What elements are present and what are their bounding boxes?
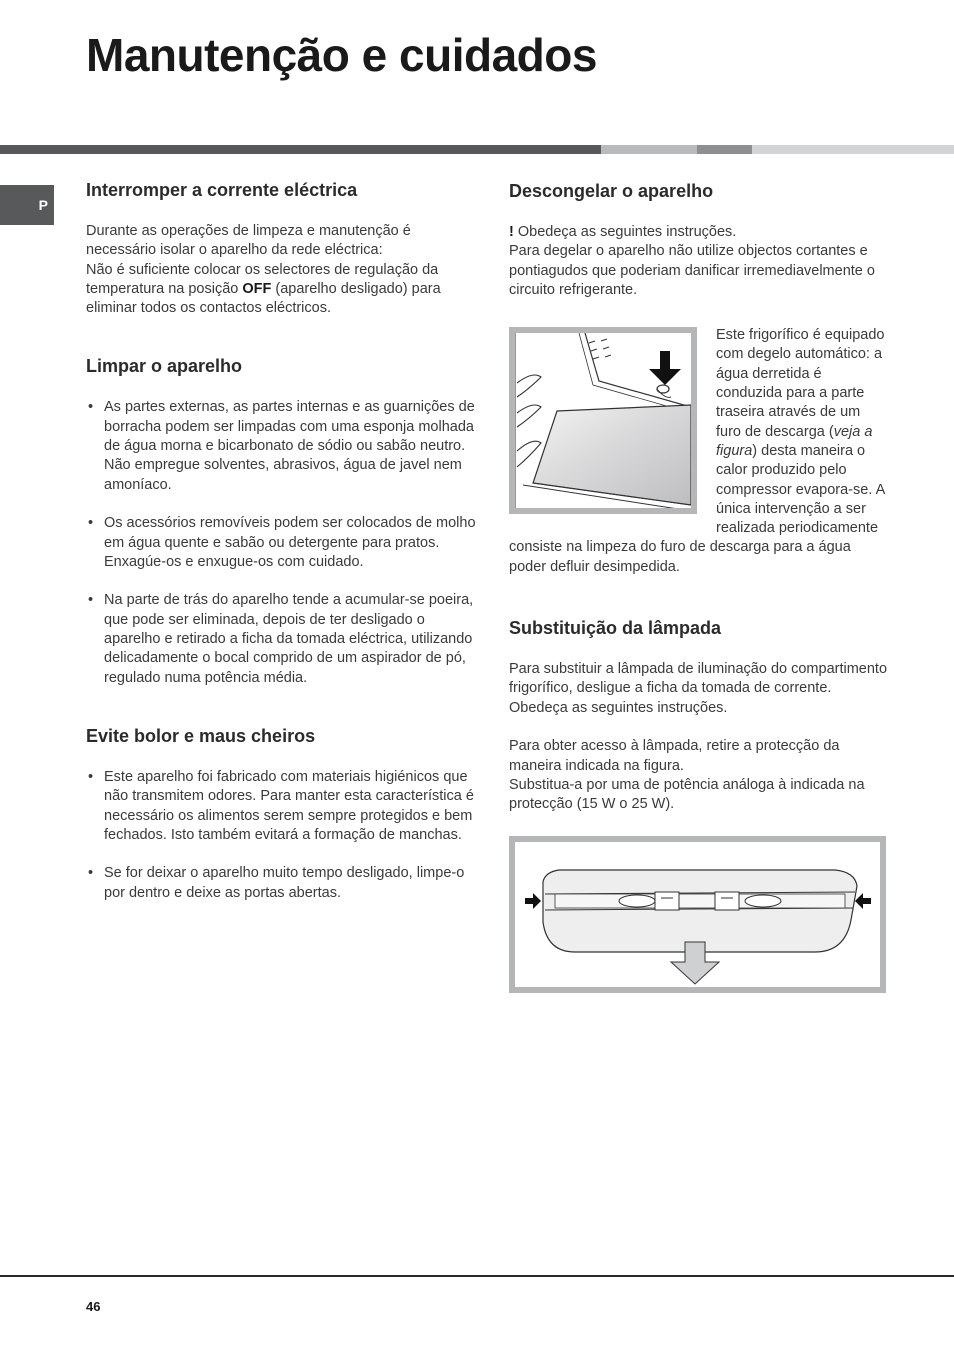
left-column [86,178,476,903]
section-heading-defrost: Descongelar o aparelho [509,181,714,201]
defrost-warning: ! Obedeça as seguintes instruções. [509,224,737,240]
lamp-cover-figure [509,836,886,993]
section-heading-cleaning: Limpar o aparelho [86,356,243,377]
header-bar-mid [697,145,752,154]
footer-rule [0,1275,954,1277]
defrost-paragraph-1: Para degelar o aparelho não utilize objectos cortantes e pontiagudos que poderiam danificar irremediavelmente o circuito refrigerante. [509,243,875,298]
odours-list [86,768,476,903]
header-bar-light [601,145,697,154]
lamp-paragraph-2: Para obter acesso à lâmpada, retire a protecção da maneira indicada na figura. [509,738,840,774]
page-number: 46 [86,1299,101,1314]
list-item: • Se for deixar o aparelho muito tempo desligado, limpe-o por dentro e deixe as portas abertas. [86,864,476,903]
list-item: • Este aparelho foi fabricado com materiais higiénicos que não transmitem odores. Para manter esta característica é necessário os alimentos serem sempre protegidos e bem fechados. Isto também evitará a formação de manchas. [86,768,476,845]
warning-icon: ! [509,224,514,240]
section-heading-power: Interromper a corrente eléctrica [86,180,358,200]
list-item: • Os acessórios removíveis podem ser colocados de molho em água quente e sabão ou detergente para pratos. Enxagúe-os e enxugue-os com cuidado. [86,514,476,572]
power-paragraph-1: Durante as operações de limpeza e manutenção é necessário isolar o aparelho da rede eléctrica: [86,223,411,259]
power-paragraph-2: Não é suficiente colocar os selectores de regulação da temperatura na posição OFF (aparelho desligado) para eliminar todos os contactos eléctricos. [86,261,441,317]
lamp-paragraph-1: Para substituir a lâmpada de iluminação do compartimento frigorífico, desligue a ficha da tomada de corrente. Obedeça as seguintes instruções. [509,661,888,716]
defrost-paragraph-2: Este frigorífico é equipado com degelo automático: a água derretida é conduzida para a parte traseira através de um furo de descarga (veja a figura) desta maneira o calor produzido pelo compressor evapora-se. A única intervenção a ser realizada periodicamente consiste na limpeza do furo de descarga para a água poder defluir desimpedida. [509,327,885,575]
list-item: • As partes externas, as partes internas e as guarnições de borracha podem ser limpadas com uma esponja molhada de água morna e bicarbonato de sódio ou sabão neutro. Não empregue solventes, abrasivos, água de javel nem amoníaco. [86,398,476,494]
page-title: Manutenção e cuidados [86,29,597,81]
section-heading-odours: Evite bolor e maus cheiros [86,725,316,746]
section-heading-lamp: Substituição da lâmpada [509,618,722,639]
defrost-drain-figure [509,327,697,514]
defrost-drain-illustration [515,333,691,508]
list-item: • Na parte de trás do aparelho tende a acumular-se poeira, que pode ser eliminada, depois de ter desligado o aparelho e retirado a ficha da tomada eléctrica, utilizando delicadamente o bocal comprido de um aspirador de pó, regulado numa potência média. [86,591,476,687]
off-label: OFF [242,280,272,297]
cleaning-list [86,398,476,687]
language-tab: P [0,185,54,225]
header-bar-dark [0,145,601,154]
right-column [509,179,889,993]
lamp-cover-illustration [515,842,880,987]
lamp-paragraph-3: Substitua-a por uma de potência análoga à indicada na protecção (15 W o 25 W). [509,776,865,813]
header-bar-lighter [752,145,954,154]
